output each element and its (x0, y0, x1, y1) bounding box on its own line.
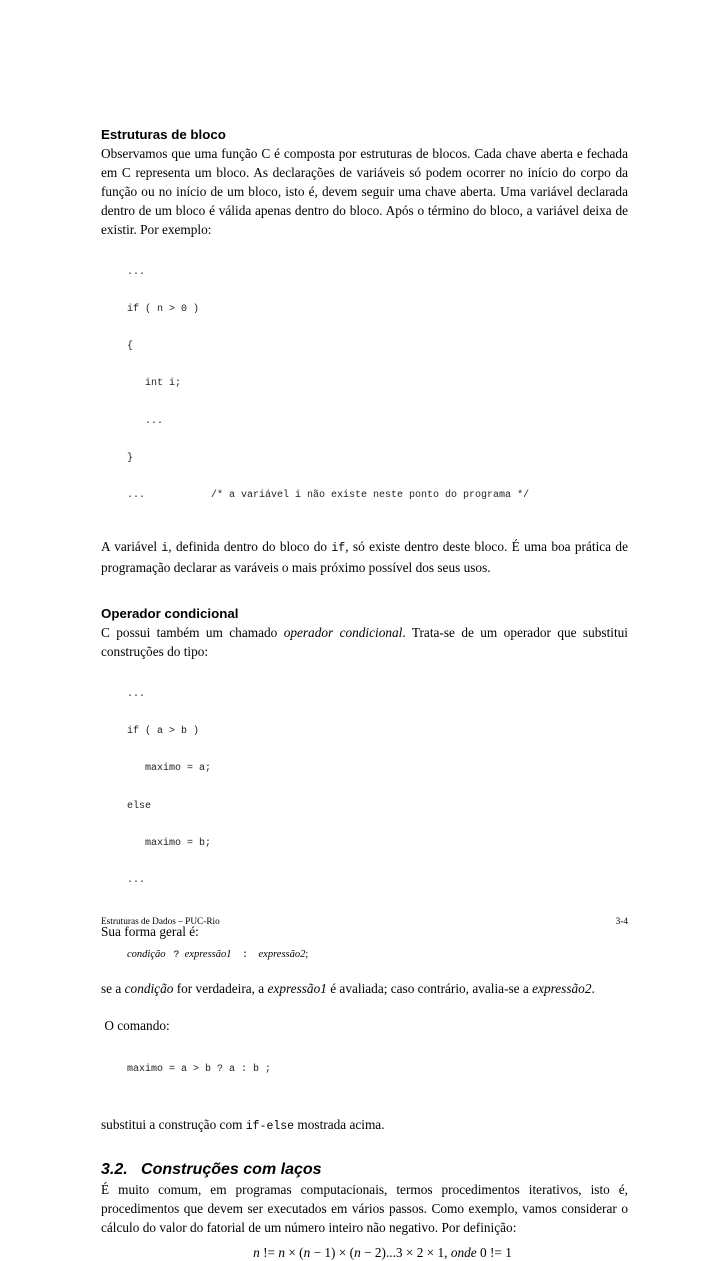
code-line: ... (127, 266, 146, 278)
text-run: mostrada acima. (294, 1117, 385, 1133)
gf-expressao2: expressão2 (258, 949, 306, 961)
code-block-example (127, 242, 628, 527)
code-line: if ( n > 0 ) (127, 304, 200, 316)
text-run: , definida dentro do bloco do (168, 539, 332, 555)
gf-expressao1: expressão1 (184, 949, 232, 961)
section-heading-operador-condicional: Operador condicional (101, 606, 239, 622)
section-number: 3.2. (101, 1161, 128, 1179)
code-line: if ( a > b ) (127, 726, 200, 738)
text-run: se a (101, 981, 125, 997)
paragraph-se-condicao (101, 979, 628, 998)
formula-part: − 1) × ( (310, 1245, 355, 1261)
page-footer (101, 917, 628, 927)
emphasis-condicao: condição (124, 981, 174, 997)
text-run: é avaliada; caso contrário, avalia-se a (326, 981, 533, 997)
section-title: Construções com laços (141, 1161, 322, 1179)
text-run: C possui também um chamado (101, 625, 284, 641)
inline-code-i: i (161, 542, 169, 556)
code-block-maximo (127, 1039, 628, 1101)
gf-condicao: condição (127, 949, 166, 961)
paragraph-variavel-i (101, 537, 628, 577)
code-block-if-else (127, 664, 628, 912)
formula-var: n (278, 1245, 286, 1261)
code-line: int i; (127, 378, 182, 390)
code-line: maximo = a > b ? a : b ; (127, 1064, 272, 1076)
paragraph-forma-geral: Sua forma geral é: (101, 924, 199, 940)
code-line: } (127, 452, 134, 464)
code-line: ... (127, 689, 146, 701)
code-line: ... (127, 875, 146, 887)
formula-var: n (303, 1245, 311, 1261)
emphasis-operador-condicional: operador condicional (283, 625, 403, 641)
emphasis-expressao1: expressão1 (267, 981, 327, 997)
formula-part: 0 != 1 (476, 1245, 512, 1261)
paragraph-o-comando: O comando: (101, 1018, 170, 1034)
inline-code-if-else: if-else (245, 1120, 295, 1134)
text-run: for verdadeira, a (173, 981, 268, 997)
paragraph-blocos: Observamos que uma função C é composta por estruturas de blocos. Cada chave aberta e fechada em C representa um bloco. As declarações de variáveis só podem ocorrer no início do corpo da função ou no início de um bloco, isto é, devem seguir uma chave aberta. Uma variável declarada dentro de um bloco é válida apenas dentro do bloco. Após o término do bloco, a variável deixa de existir. Por exemplo: (101, 146, 628, 237)
formula-part: != (259, 1245, 279, 1261)
gf-question: ? (173, 950, 180, 962)
inline-code-if: if (331, 542, 346, 556)
text-run: . (591, 981, 595, 997)
paragraph-operador-intro (101, 623, 628, 661)
text-run: . Trata-se de um operador que substitui construções do tipo: (101, 625, 628, 660)
formula-var: n (354, 1245, 361, 1261)
footer-left: Estruturas de Dados – PUC-Rio (101, 917, 220, 927)
formula-part: − 2)...3 × 2 × 1, (360, 1245, 451, 1261)
code-line: maximo = b; (127, 837, 212, 849)
text-run: , só existe dentro deste bloco. É uma boa prática de programação declarar as varáveis o mais próximo possível dos seus usos. (101, 539, 628, 576)
factorial-formula (101, 1245, 628, 1261)
formula-var: n (253, 1245, 260, 1261)
code-line: { (127, 341, 134, 353)
code-line: ... /* a variável i não existe neste ponto do programa */ (127, 490, 530, 502)
section-heading-construcoes-com-lacos (101, 1160, 628, 1180)
formula-onde: onde (450, 1245, 477, 1261)
general-form-expression (127, 949, 628, 963)
paragraph-substitui (101, 1115, 628, 1136)
page-content (101, 126, 628, 1261)
paragraph-lacos: É muito comum, em programas computacionais, termos procedimentos iterativos, isto é, procedimentos que devem ser executados em vários passos. Como exemplo, vamos considerar o cálculo do valor do fatorial de um número inteiro não negativo. Por definição: (101, 1182, 628, 1236)
page-number: 3-4 (615, 917, 628, 927)
text-run: substitui a construção com (101, 1117, 246, 1133)
text-run: A variável (101, 539, 162, 555)
formula-part: × ( (285, 1245, 304, 1261)
gf-colon: : (242, 950, 249, 962)
emphasis-expressao2: expressão2 (532, 981, 592, 997)
code-line: ... (127, 415, 164, 427)
gf-semicolon: ; (305, 949, 309, 961)
code-line: else (127, 800, 152, 812)
section-heading-estruturas-de-bloco: Estruturas de bloco (101, 127, 226, 142)
code-line: maximo = a; (127, 763, 212, 775)
